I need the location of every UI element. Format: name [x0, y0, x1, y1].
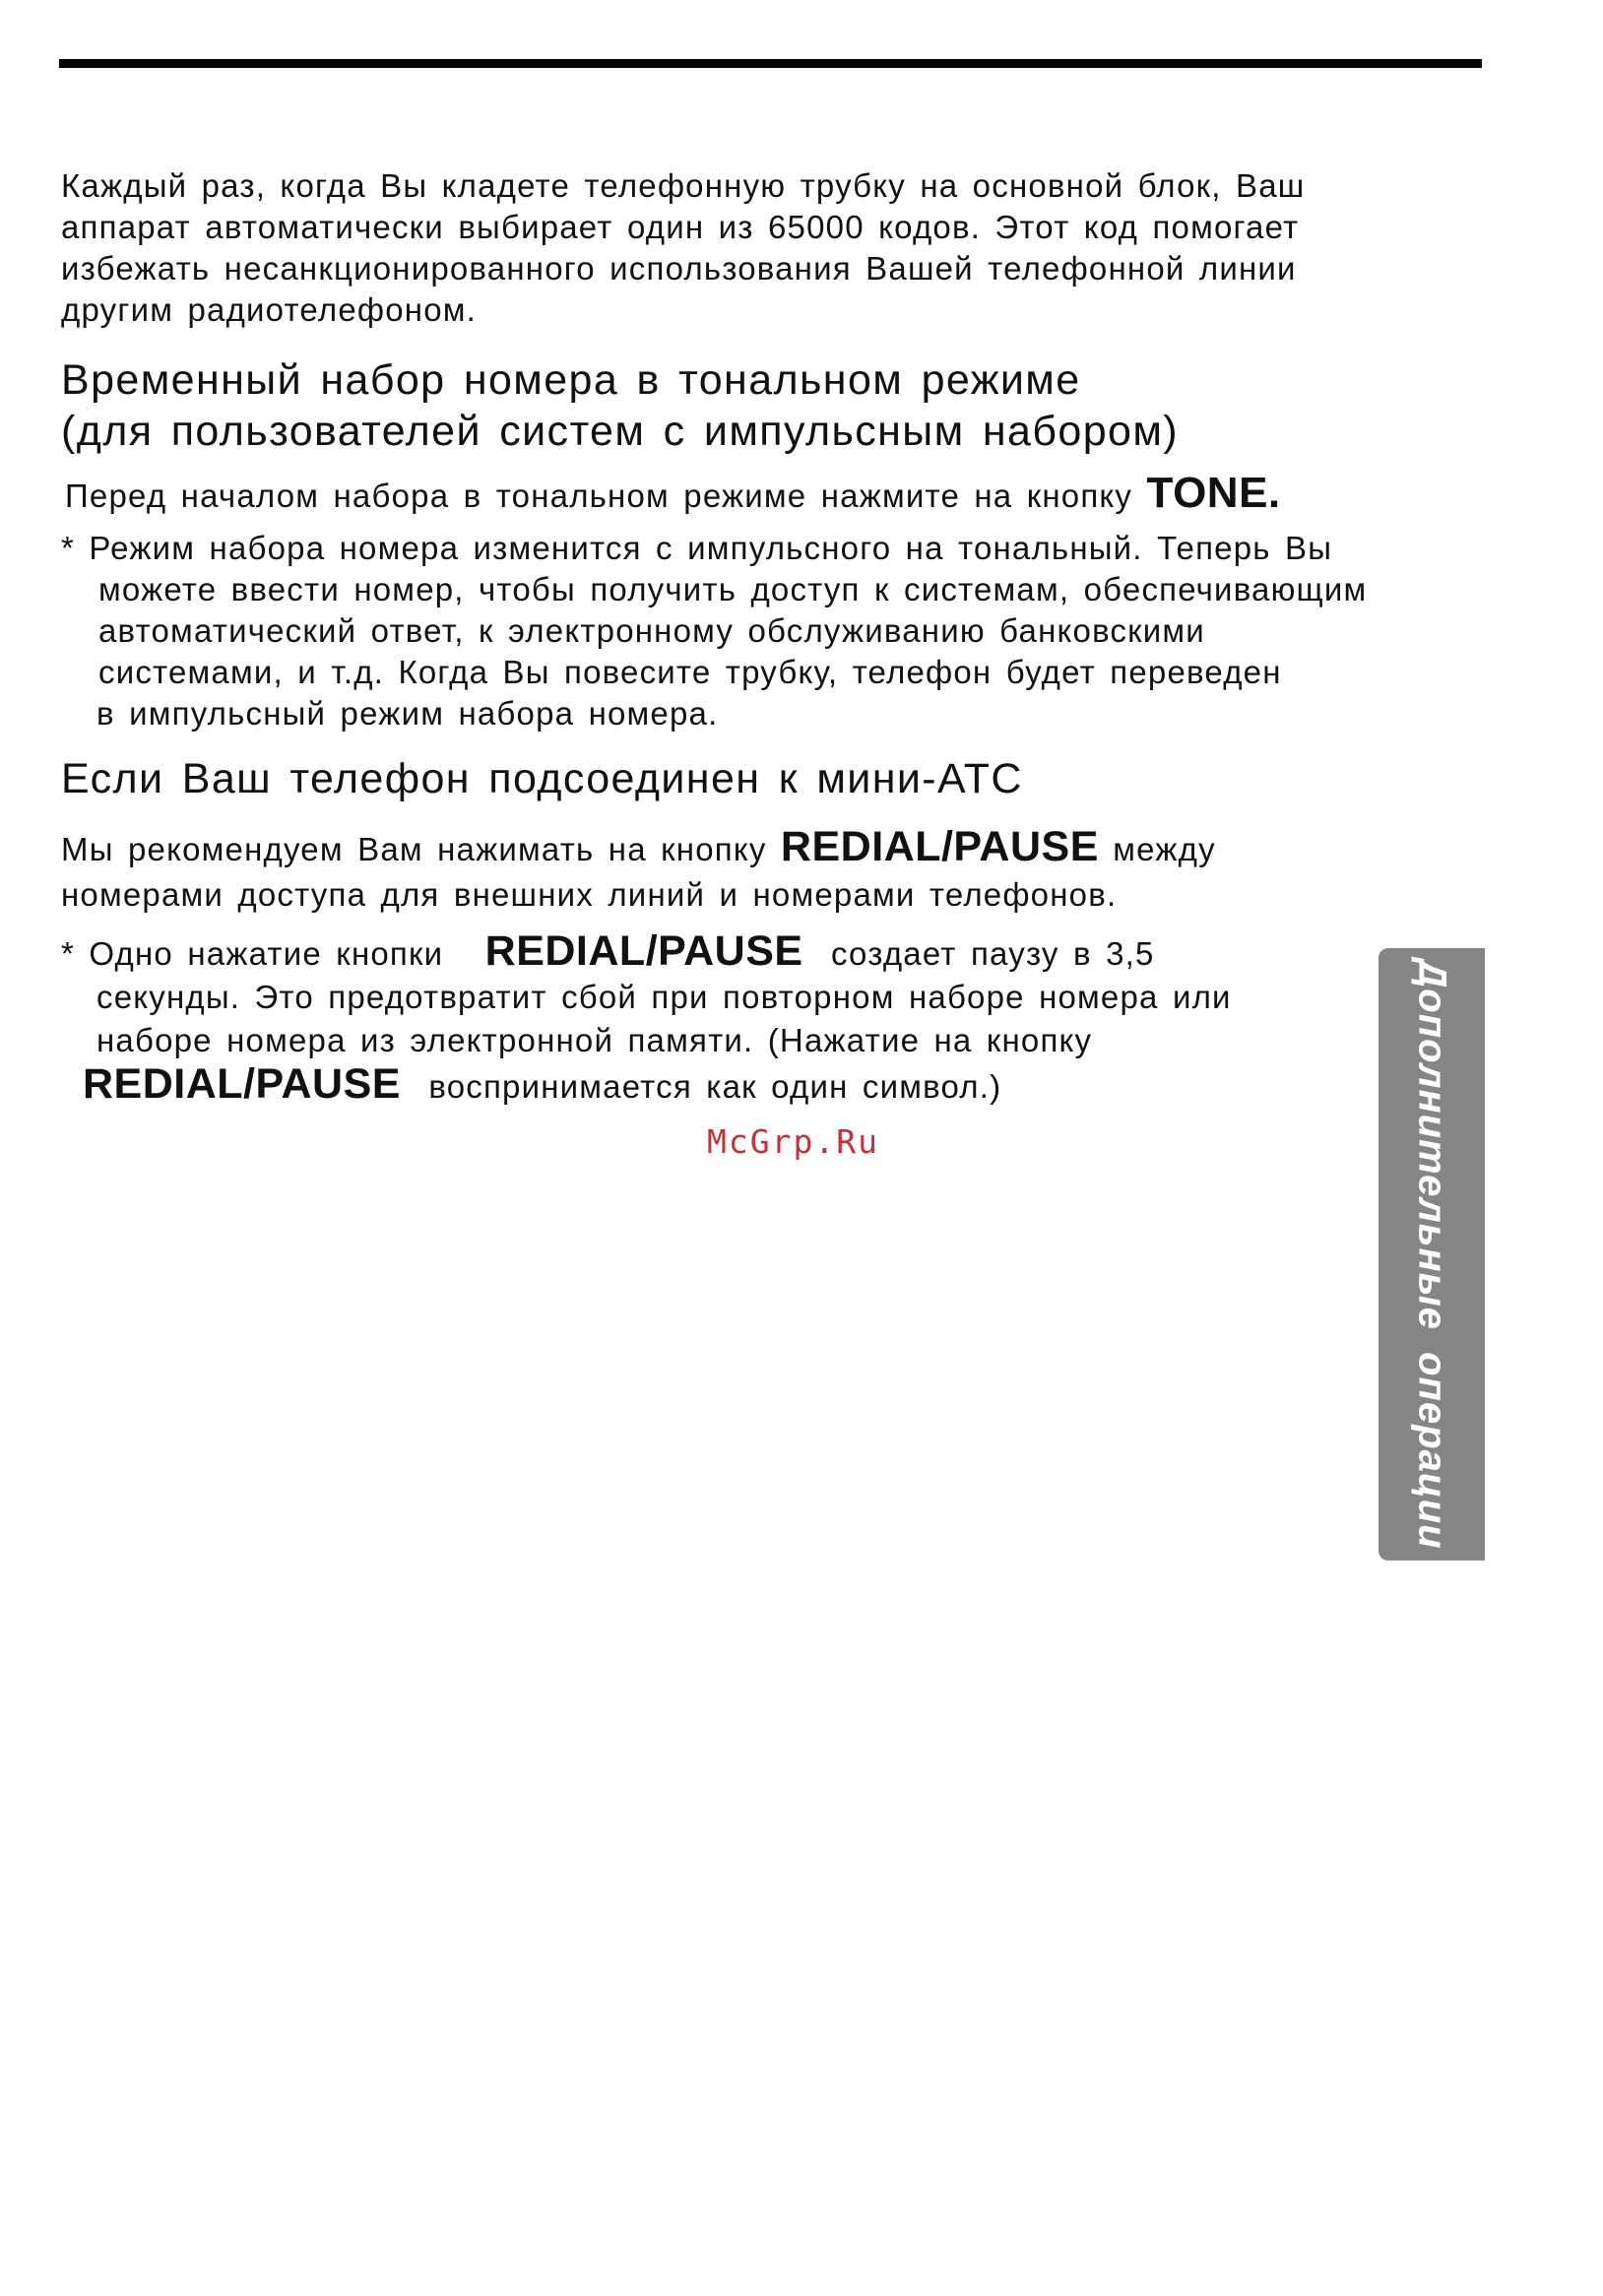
- section-side-tab: [1379, 948, 1485, 1561]
- tone-heading-line: Временный набор номера в тональном режиме: [61, 356, 1081, 404]
- top-rule: [59, 59, 1482, 68]
- side-tab-label: Дополнительные операции: [1410, 959, 1454, 1550]
- pbx-recommendation: [61, 824, 1216, 918]
- intro-line: аппарат автоматически выбирает один из 65000 кодов. Этот код помогает: [61, 209, 1300, 245]
- tone-note-line: можете ввести номер, чтобы получить доступ к системам, обеспечивающим: [98, 571, 1368, 607]
- intro-paragraph: [61, 165, 1305, 331]
- tone-note-line: в импульсный режим набора номера.: [96, 695, 719, 732]
- pbx-recommend-text: Мы рекомендуем Вам нажимать на кнопку: [61, 831, 767, 867]
- redial-pause-key-label: REDIAL/PAUSE: [484, 927, 803, 975]
- tone-note-line: автоматический ответ, к электронному обслуживанию банковскими: [98, 612, 1205, 649]
- tone-section-heading: [61, 354, 1179, 457]
- watermark-text: McGrp.Ru: [707, 1122, 879, 1161]
- pbx-note: [61, 929, 1232, 1109]
- tone-instruction-text: Перед началом набора в тональном режиме нажмите на кнопку: [65, 478, 1133, 514]
- intro-line: другим радиотелефоном.: [61, 291, 478, 328]
- pbx-section-heading: Если Ваш телефон подсоединен к мини-АТС: [61, 755, 1023, 802]
- pbx-note-text: * Одно нажатие кнопки: [61, 935, 444, 972]
- tone-heading-line: (для пользователей систем с импульсным набором): [61, 408, 1180, 455]
- redial-pause-key-label: REDIAL/PAUSE: [83, 1060, 401, 1108]
- tone-note: [61, 528, 1367, 734]
- pbx-recommend-line: номерами доступа для внешних линий и номерами телефонов.: [61, 876, 1118, 913]
- pbx-recommend-text: между: [1113, 831, 1216, 867]
- pbx-note-text: создает паузу в 3,5: [830, 935, 1155, 972]
- tone-instruction: [65, 469, 1281, 517]
- intro-line: Каждый раз, когда Вы кладете телефонную трубку на основной блок, Ваш: [61, 167, 1306, 204]
- tone-note-line: системами, и т.д. Когда Вы повесите трубку, телефон будет переведен: [98, 654, 1282, 690]
- redial-pause-key-label: REDIAL/PAUSE: [780, 823, 1099, 870]
- intro-line: избежать несанкционированного использования Вашей телефонной линии: [61, 250, 1297, 287]
- tone-note-line: * Режим набора номера изменится с импульсного на тональный. Теперь Вы: [61, 530, 1333, 566]
- tone-key-label: TONE.: [1146, 469, 1281, 517]
- pbx-note-line: секунды. Это предотвратит сбой при повторном наборе номера или: [96, 979, 1232, 1015]
- pbx-note-text: воспринимается как один символ.): [428, 1068, 1002, 1105]
- pbx-note-line: наборе номера из электронной памяти. (Нажатие на кнопку: [96, 1022, 1093, 1058]
